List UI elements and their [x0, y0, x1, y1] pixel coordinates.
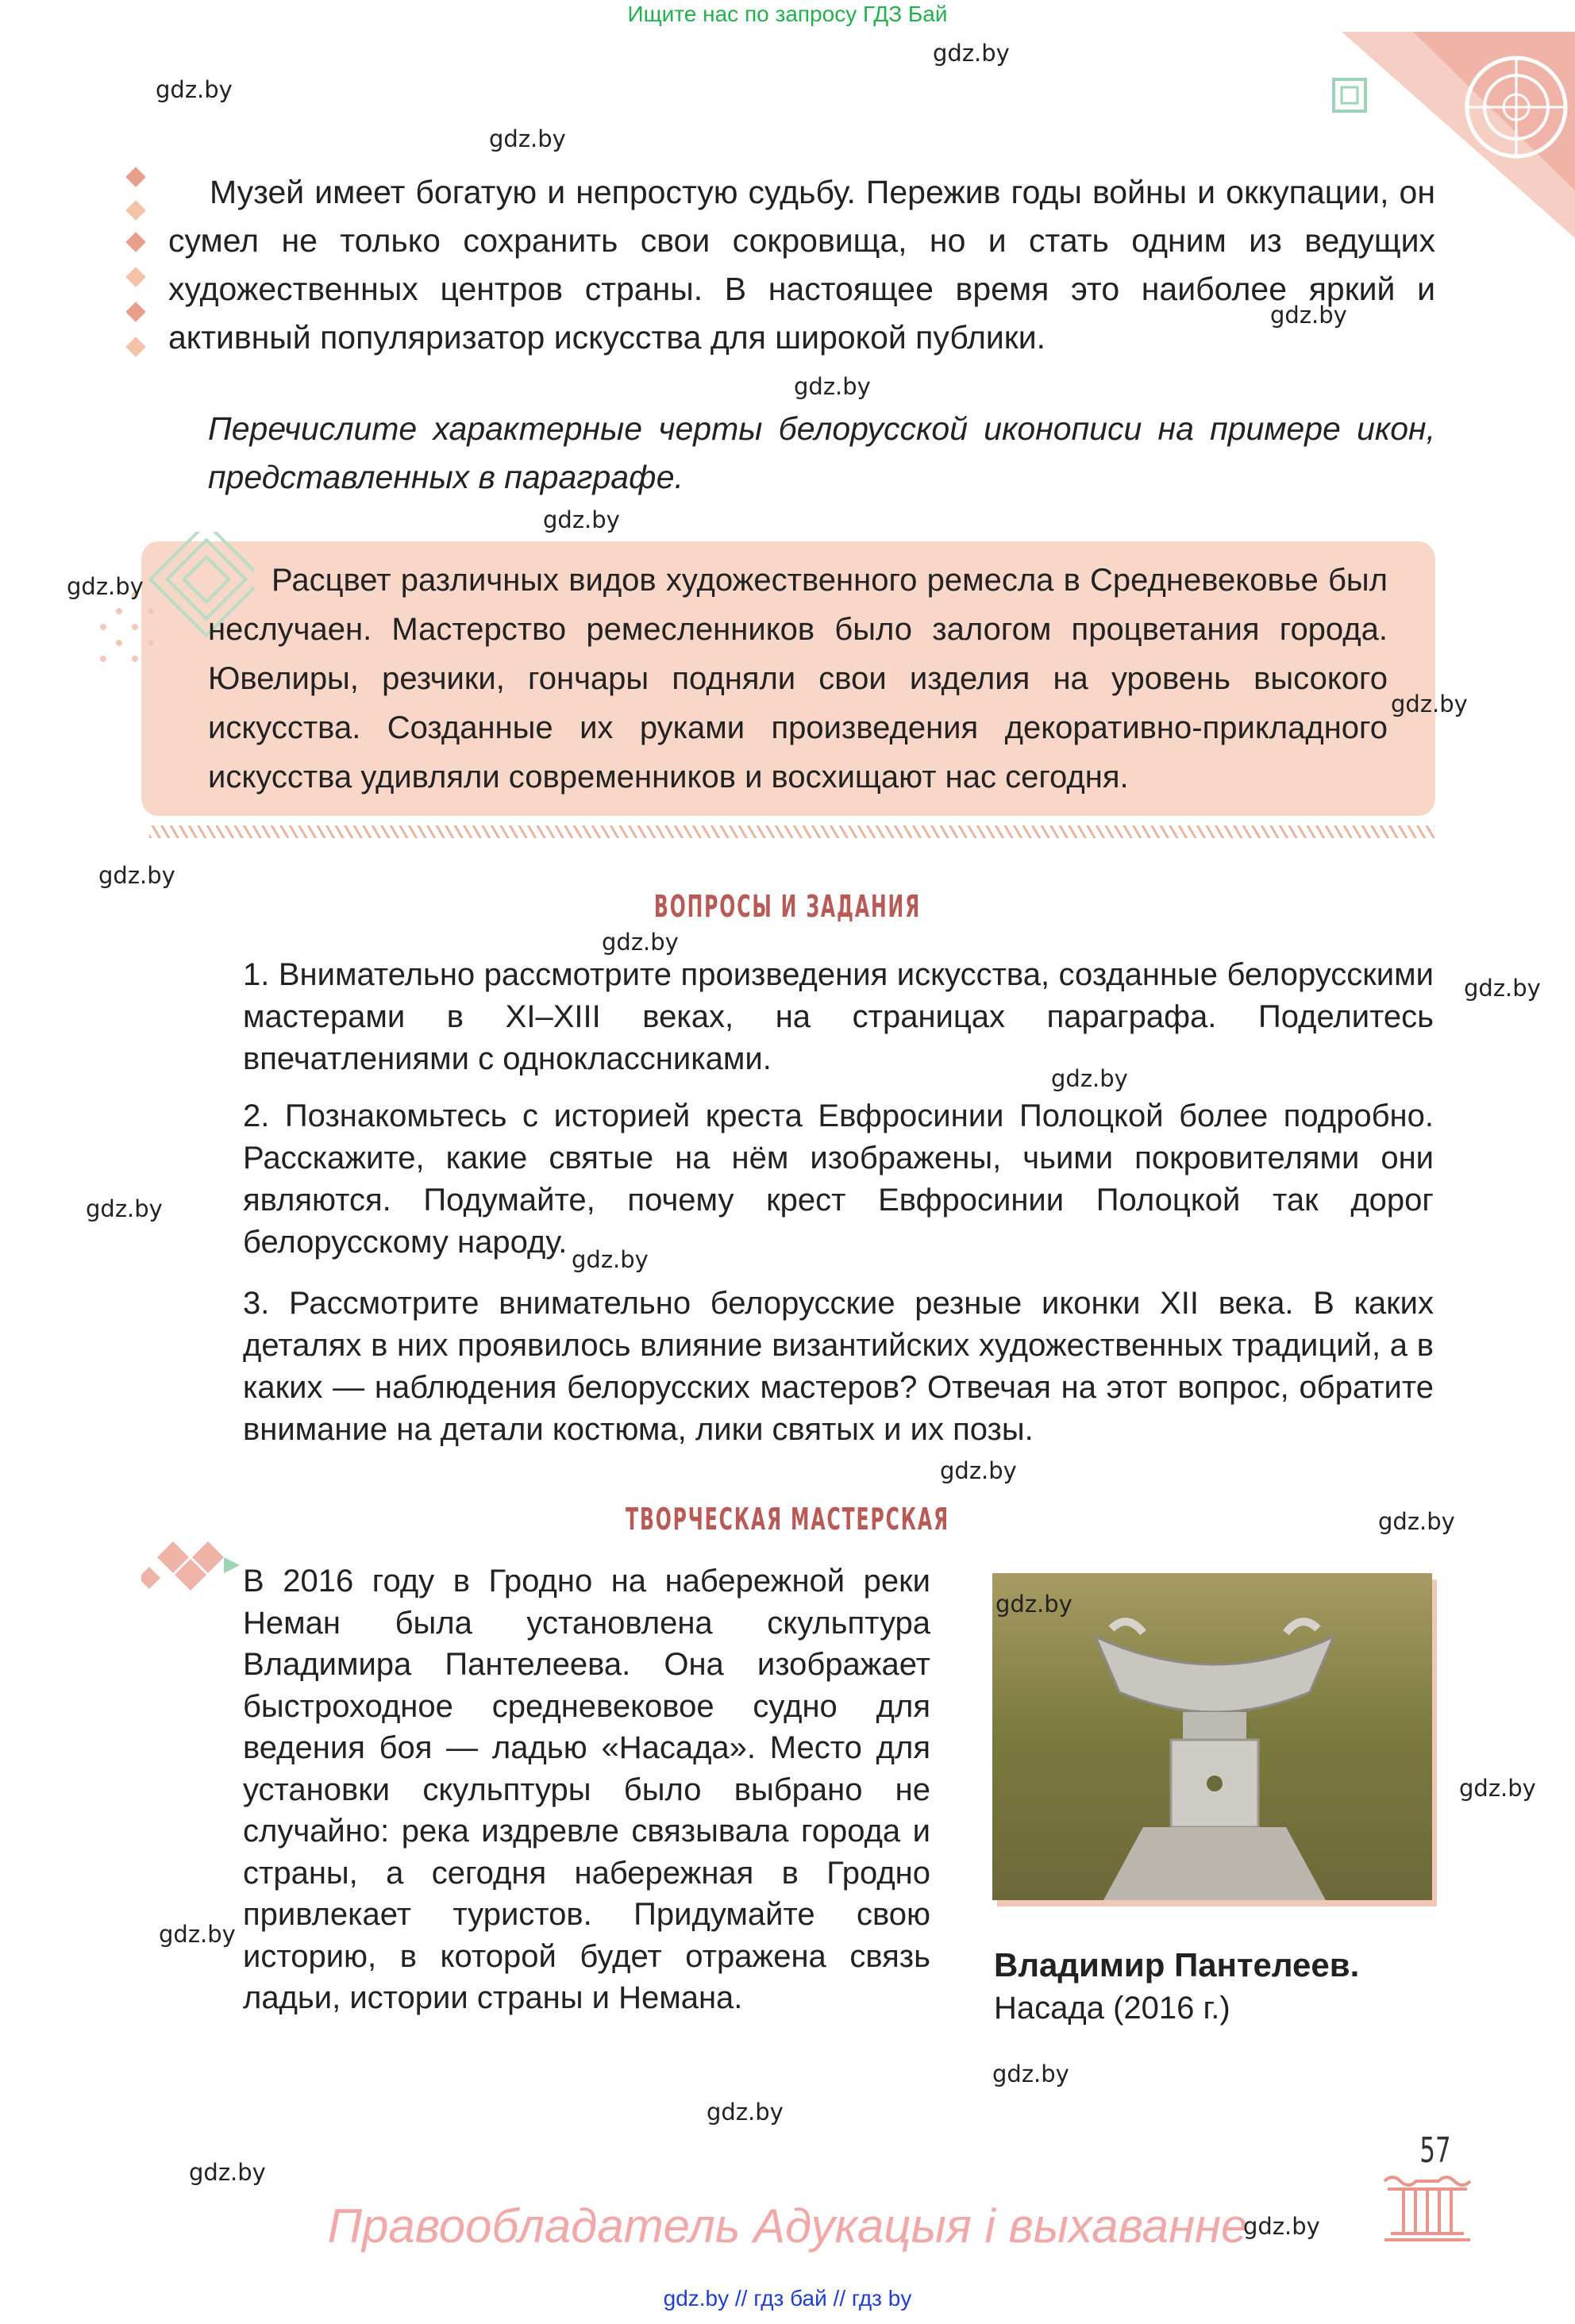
caption-title: Насада (2016 г.): [994, 1991, 1230, 2026]
sculpture-photo: [992, 1573, 1432, 1900]
watermark: gdz.by: [1391, 691, 1468, 718]
watermark: gdz.by: [1459, 1775, 1536, 1802]
watermark: gdz.by: [1270, 302, 1347, 329]
watermark: gdz.by: [707, 2099, 784, 2126]
question-1: [243, 954, 1434, 1080]
top-note[interactable]: Ищите нас по запросу ГДЗ Бай: [627, 2, 948, 26]
question-1-text: 1. Внимательно рассмотрите произведения искусства, созданные белорусскими мастерами в XI–XIII веках, на страницах параграфа. Поделитесь впечатлениями с одноклассниками.: [243, 957, 1434, 1076]
watermark: gdz.by: [489, 125, 566, 152]
workshop-text: [243, 1560, 930, 2019]
workshop-paragraph: В 2016 году в Гродно на набережной реки Неман была установлена скульптура Владимира Пантелеева. Она изображает быстроходное средневековое судно для ведения боя — ладью «Насада». Место для установки скульптуры было выбрано не случайно: река издревле связывала города и страны, а сегодня набережная в Гродно привлекает туристов. Придумайте свою историю, в которой будет отражена связь ладьи, истории страны и Немана.: [243, 1564, 930, 2015]
watermark: gdz.by: [1378, 1508, 1455, 1535]
icon-task: Перечислите характерные черты белорусской иконописи на примере икон, представленных в параграфе.: [208, 410, 1435, 495]
watermark: gdz.by: [933, 40, 1010, 67]
museum-paragraph-text: Музей имеет богатую и непростую судьбу. Пережив годы войны и оккупации, он сумел не только сохранить свои сокровища, но и стать одним из ведущих художественных центров страны. В настоящее время это наиболее яркий и активный популяризатор искусства для широкой публики.: [168, 174, 1435, 356]
watermark: gdz.by: [794, 373, 871, 400]
info-box-paragraph: Расцвет различных видов художественного ремесла в Средневековье был неслучаен. Мастерство ремесленников было залогом процветания города. Ювелиры, резчики, гончары подняли свои изделия на уровень высокого искусства. Созданные их руками произведения декоративно-прикладного искусства удивляли современников и восхищают нас сегодня.: [208, 563, 1388, 795]
question-3: [243, 1283, 1434, 1451]
watermark: gdz.by: [572, 1246, 649, 1273]
caption-author: Владимир Пантелеев.: [994, 1946, 1360, 1983]
bottom-note[interactable]: gdz.by // гдз бай // гдз by: [663, 2286, 912, 2311]
watermark: gdz.by: [159, 1921, 236, 1948]
question-2: [243, 1095, 1434, 1264]
question-3-text: 3. Рассмотрите внимательно белорусские резные иконки XII века. В каких деталях в них проявилось влияние византийских художественных традиций, а в каких — наблюдения белорусских мастеров? Отвечая на этот вопрос, обратите внимание на детали костюма, лики святых и их позы.: [243, 1286, 1434, 1447]
museum-paragraph: [168, 168, 1435, 362]
watermark: gdz.by: [992, 2060, 1069, 2087]
watermark: gdz.by: [98, 862, 175, 889]
workshop-heading: ТВОРЧЕСКАЯ МАСТЕРСКАЯ: [626, 1502, 949, 1537]
workshop-ornament-icon: [141, 1535, 240, 1595]
watermark: gdz.by: [995, 1591, 1072, 1618]
info-box-text: [208, 556, 1388, 802]
watermark: gdz.by: [1243, 2213, 1320, 2240]
box-stripe: [149, 825, 1435, 838]
watermark: gdz.by: [940, 1457, 1017, 1484]
watermark: gdz.by: [67, 573, 144, 600]
watermark: gdz.by: [543, 506, 620, 533]
page-number: 57: [1419, 2130, 1451, 2171]
watermark: gdz.by: [1051, 1065, 1128, 1092]
watermark: gdz.by: [86, 1195, 163, 1222]
copyright-footer: Правообладатель Адукацыя і выхаванне: [327, 2199, 1248, 2253]
watermark: gdz.by: [189, 2159, 266, 2186]
sculpture-illustration: [992, 1573, 1432, 1900]
watermark: gdz.by: [602, 929, 679, 956]
questions-heading: ВОПРОСЫ И ЗАДАНИЯ: [653, 889, 922, 924]
watermark: gdz.by: [1464, 975, 1541, 1002]
question-2-text: 2. Познакомьтесь с историей креста Евфросинии Полоцкой более подробно. Расскажите, какие святые на нём изображены, чьими покровителями они являются. Подумайте, почему крест Евфросинии Полоцкой так дорог белорусскому народу.: [243, 1099, 1434, 1260]
watermark: gdz.by: [156, 76, 233, 103]
